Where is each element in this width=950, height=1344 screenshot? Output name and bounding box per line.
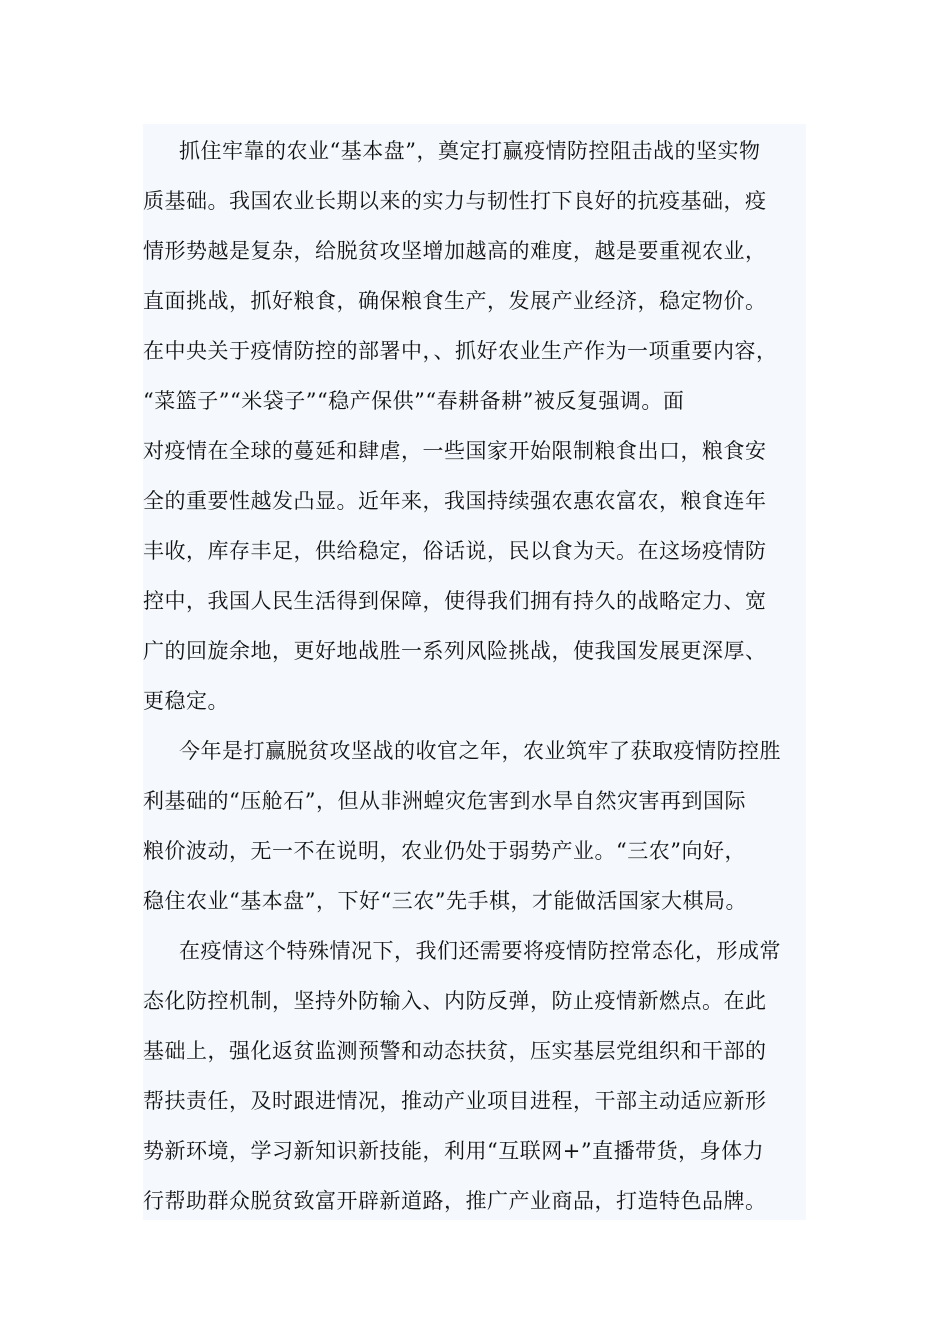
paragraph-1-line-9: 丰收，库存丰足，供给稳定，俗话说，民以食为天。在这场疫情防 <box>143 539 767 563</box>
paragraph-2-line-3: 粮价波动，无一不在说明，农业仍处于弱势产业。“三农”向好， <box>143 839 746 863</box>
paragraph-3-line-5: 势新环境，学习新知识新技能，利用“互联网+”直播带货，身体力 <box>143 1139 765 1163</box>
paragraph-1-line-6: “菜篮子”“米袋子”“稳产保供”“春耕备耕”被反复强调。面 <box>143 389 685 413</box>
paragraph-1-line-3: 情形势越是复杂，给脱贫攻坚增加越高的难度，越是要重视农业， <box>143 239 767 263</box>
paragraph-2-line-4: 稳住农业“基本盘”，下好“三农”先手棋，才能做活国家大棋局。 <box>143 889 747 913</box>
paragraph-3-line-3: 基础上，强化返贫监测预警和动态扶贫，压实基层党组织和干部的 <box>143 1039 767 1063</box>
paragraph-3-line-1: 在疫情这个特殊情况下，我们还需要将疫情防控常态化，形成常 <box>179 939 781 963</box>
paragraph-3-line-6: 行帮助群众脱贫致富开辟新道路，推广产业商品，打造特色品牌。 <box>143 1189 767 1213</box>
paragraph-3-line-2: 态化防控机制，坚持外防输入、内防反弹，防止疫情新燃点。在此 <box>143 989 767 1013</box>
paragraph-1-line-2: 质基础。我国农业长期以来的实力与韧性打下良好的抗疫基础，疫 <box>143 189 767 213</box>
paragraph-1-line-4: 直面挑战，抓好粮食，确保粮食生产，发展产业经济，稳定物价。 <box>143 289 767 313</box>
paragraph-2-line-1: 今年是打赢脱贫攻坚战的收官之年，农业筑牢了获取疫情防控胜 <box>179 739 781 763</box>
paragraph-1-line-8: 全的重要性越发凸显。近年来，我国持续强农惠农富农，粮食连年 <box>143 489 767 513</box>
paragraph-3-line-4: 帮扶责任，及时跟进情况，推动产业项目进程，干部主动适应新形 <box>143 1089 767 1113</box>
paragraph-1-line-1: 抓住牢靠的农业“基本盘”，奠定打赢疫情防控阻击战的坚实物 <box>179 139 761 163</box>
document-body <box>143 124 806 1220</box>
paragraph-1-line-5: 在中央关于疫情防控的部署中，、抓好农业生产作为一项重要内容， <box>143 339 778 363</box>
paragraph-1-line-12: 更稳定。 <box>143 689 229 713</box>
paragraph-1-line-7: 对疫情在全球的蔓延和肆虐，一些国家开始限制粮食出口，粮食安 <box>143 439 767 463</box>
paragraph-1-line-11: 广的回旋余地，更好地战胜一系列风险挑战，使我国发展更深厚、 <box>143 639 767 663</box>
paragraph-1-line-10: 控中，我国人民生活得到保障，使得我们拥有持久的战略定力、宽 <box>143 589 767 613</box>
paragraph-2-line-2: 利基础的“压舱石”，但从非洲蝗灾危害到水旱自然灾害再到国际 <box>143 789 746 813</box>
